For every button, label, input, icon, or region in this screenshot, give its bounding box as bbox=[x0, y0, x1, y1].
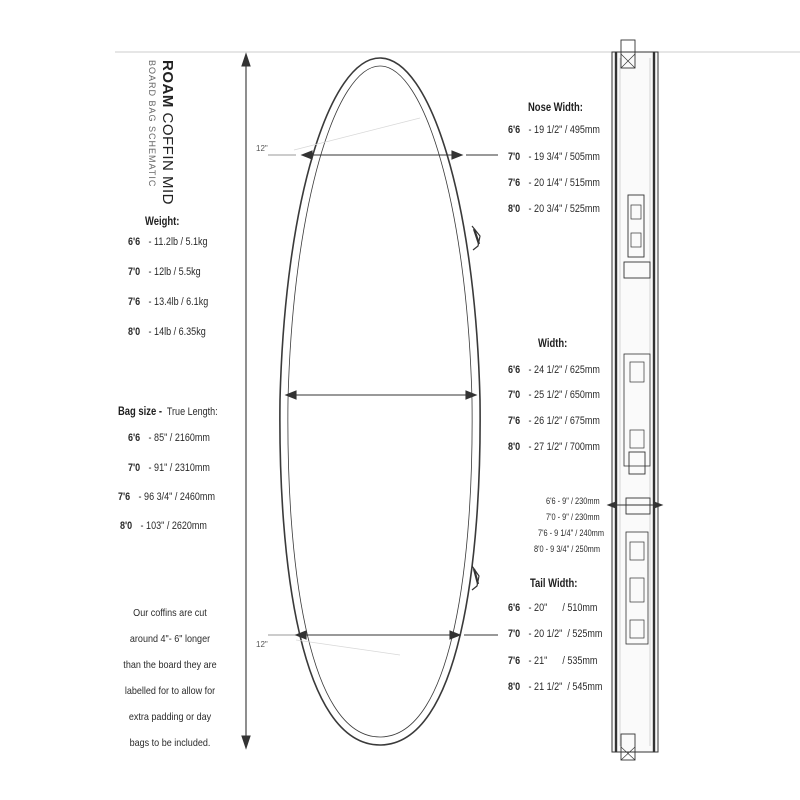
tail-width-arrow bbox=[296, 631, 498, 639]
weight-row: 8'0 - 14lb / 6.35kg bbox=[128, 326, 206, 338]
bag-size-row: 8'0 - 103" / 2620mm bbox=[120, 520, 207, 532]
bag-size-row: 7'0 - 91" / 2310mm bbox=[128, 462, 210, 474]
tail-width-row: 8'0 - 21 1/2" / 545mm bbox=[508, 681, 603, 693]
sizing-note bbox=[100, 600, 240, 756]
depth-row: 8'0 - 9 3/4" / 250mm bbox=[534, 544, 600, 554]
weight-row: 7'0 - 12lb / 5.5kg bbox=[128, 266, 201, 278]
width-heading: Width: bbox=[538, 338, 568, 350]
nose-width-row: 7'6 - 20 1/4" / 515mm bbox=[508, 177, 600, 189]
tail-offset-label: 12" bbox=[256, 640, 268, 649]
width-row: 7'6 - 26 1/2" / 675mm bbox=[508, 415, 600, 427]
bag-size-heading: Bag size - True Length: bbox=[118, 406, 218, 418]
brand-name: ROAM bbox=[159, 60, 176, 108]
diagram-title bbox=[147, 60, 176, 205]
note-line: Our coffins are cut bbox=[133, 607, 207, 619]
note-line: than the board they are bbox=[123, 659, 217, 671]
note-line: labelled for to allow for bbox=[124, 685, 216, 697]
zipper-pull-bottom bbox=[472, 566, 479, 590]
depth-row: 7'6 - 9 1/4" / 240mm bbox=[538, 528, 604, 538]
nose-width-row: 6'6 - 19 1/2" / 495mm bbox=[508, 124, 600, 136]
tail-width-row: 7'0 - 20 1/2" / 525mm bbox=[508, 628, 603, 640]
note-line: bags to be included. bbox=[129, 737, 211, 749]
model-name: COFFIN MID bbox=[159, 112, 176, 205]
zipper-pull-top bbox=[472, 226, 480, 250]
nose-width-heading: Nose Width: bbox=[528, 102, 583, 114]
weight-row: 6'6 - 11.2lb / 5.1kg bbox=[128, 236, 208, 248]
nose-width-row: 7'0 - 19 3/4" / 505mm bbox=[508, 151, 600, 163]
width-row: 7'0 - 25 1/2" / 650mm bbox=[508, 389, 600, 401]
length-arrow bbox=[242, 54, 250, 748]
depth-row: 6'6 - 9" / 230mm bbox=[546, 496, 600, 506]
depth-row: 7'0 - 9" / 230mm bbox=[546, 512, 600, 522]
nose-width-arrow bbox=[302, 151, 498, 159]
note-line: extra padding or day bbox=[128, 711, 212, 723]
tail-width-heading: Tail Width: bbox=[530, 578, 578, 590]
bag-size-row: 6'6 - 85" / 2160mm bbox=[128, 432, 210, 444]
guide-line-nose bbox=[294, 118, 420, 150]
side-profile-view bbox=[612, 40, 658, 760]
nose-offset-label: 12" bbox=[256, 144, 268, 153]
note-line: around 4"- 6" longer bbox=[129, 633, 211, 645]
bag-size-row: 7'6 - 96 3/4" / 2460mm bbox=[118, 491, 215, 503]
nose-width-row: 8'0 - 20 3/4" / 525mm bbox=[508, 203, 600, 215]
weight-row: 7'6 - 13.4lb / 6.1kg bbox=[128, 296, 209, 308]
diagram-subtitle: BOARD BAG SCHEMATIC bbox=[147, 60, 157, 188]
width-row: 8'0 - 27 1/2" / 700mm bbox=[508, 441, 600, 453]
weight-heading: Weight: bbox=[145, 216, 180, 228]
tail-width-row: 7'6 - 21" / 535mm bbox=[508, 655, 598, 667]
width-row: 6'6 - 24 1/2" / 625mm bbox=[508, 364, 600, 376]
width-arrow bbox=[286, 391, 476, 399]
tail-width-row: 6'6 - 20" / 510mm bbox=[508, 602, 598, 614]
